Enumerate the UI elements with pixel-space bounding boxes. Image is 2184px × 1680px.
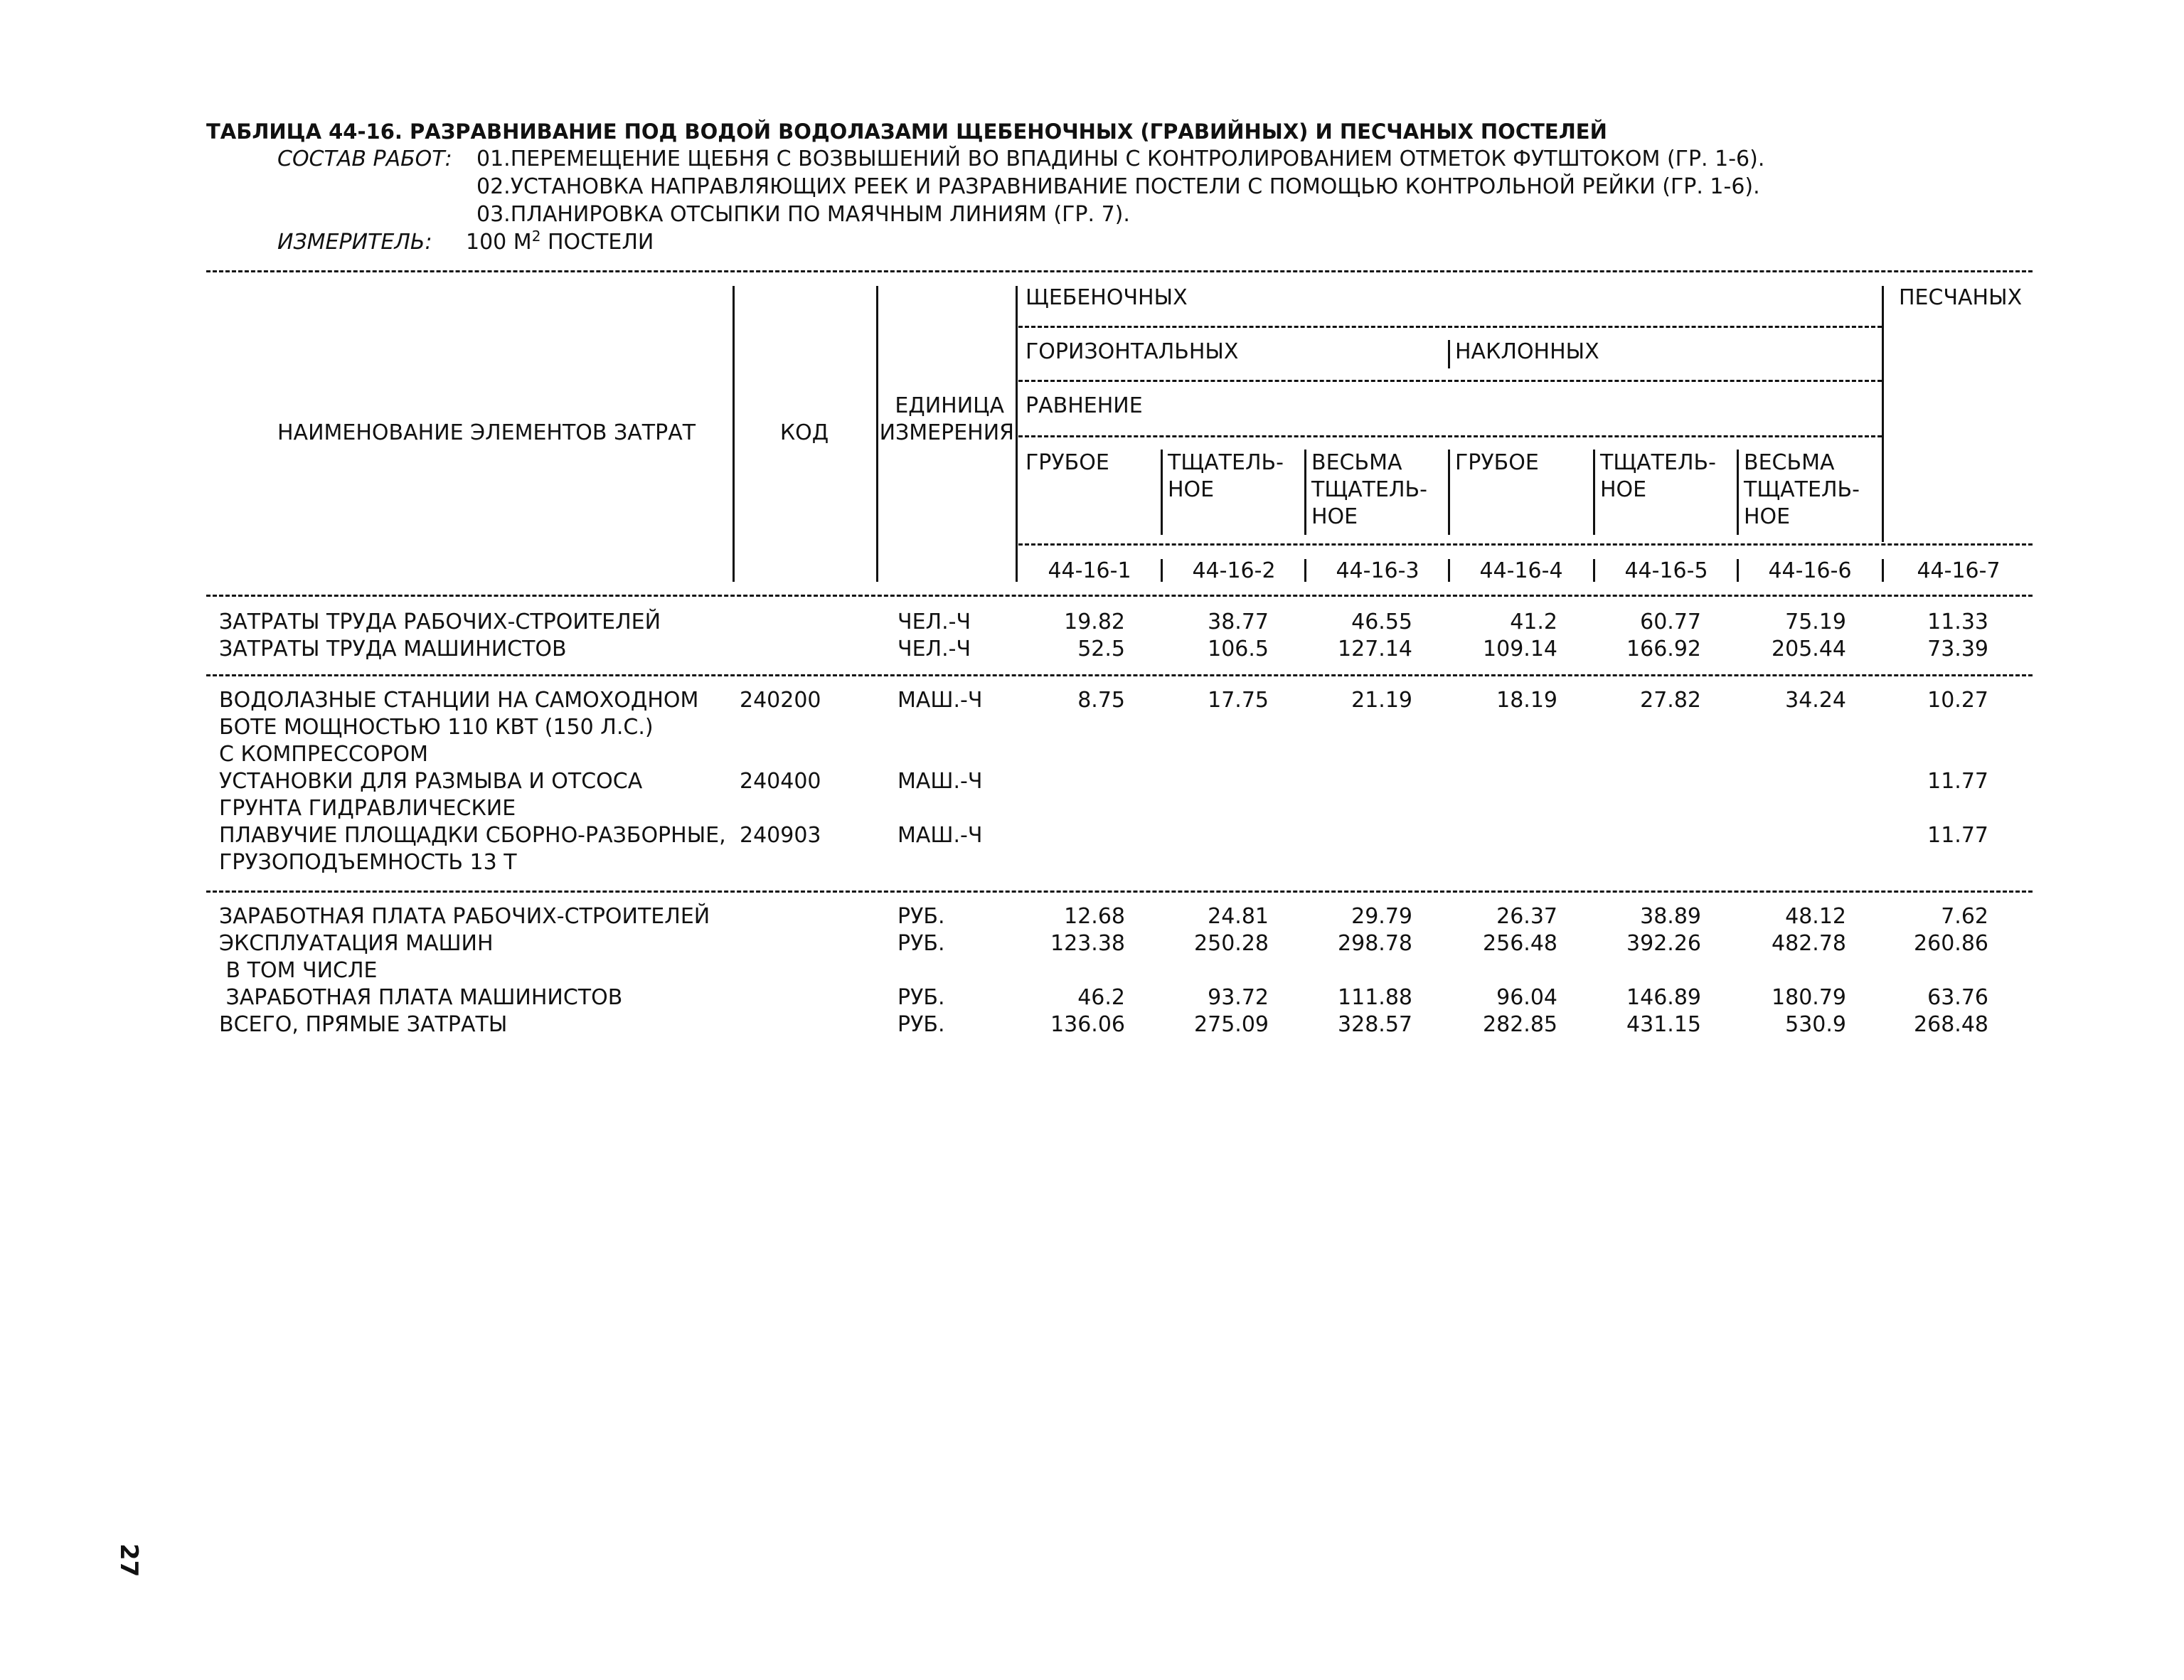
row-value: 268.48 <box>1914 1012 1988 1037</box>
header-divider <box>1882 559 1884 582</box>
column-code: 44-16-7 <box>1917 558 2001 583</box>
row-name: УСТАНОВКИ ДЛЯ РАЗМЫВА И ОТСОСА <box>219 769 643 794</box>
row-value: 530.9 <box>1785 1012 1846 1037</box>
row-name: ПЛАВУЧИЕ ПЛОЩАДКИ СБОРНО-РАЗБОРНЫЕ, <box>219 823 726 848</box>
row-value: 48.12 <box>1785 904 1846 929</box>
row-value: 10.27 <box>1927 688 1988 713</box>
row-unit: МАШ.-Ч <box>897 688 983 713</box>
column-code: 44-16-6 <box>1768 558 1852 583</box>
row-value: 93.72 <box>1208 985 1269 1010</box>
header-levelling: РАВНЕНИЕ <box>1026 393 1143 418</box>
row-name: ЗАРАБОТНАЯ ПЛАТА МАШИНИСТОВ <box>219 985 623 1010</box>
header-inclined: НАКЛОННЫХ <box>1455 339 1599 364</box>
subheader-rough-i: ГРУБОЕ <box>1455 450 1539 475</box>
header-divider <box>1016 286 1018 582</box>
row-value: 52.5 <box>1077 637 1125 661</box>
header-divider <box>1161 450 1163 535</box>
row-value: 26.37 <box>1496 904 1557 929</box>
row-unit: ЧЕЛ.-Ч <box>897 637 971 661</box>
subheader-very-careful-h-1: ВЕСЬМА <box>1311 450 1402 475</box>
header-rule <box>1018 435 1882 437</box>
column-code: 44-16-4 <box>1479 558 1563 583</box>
column-code: 44-16-1 <box>1048 558 1131 583</box>
row-name: ЗАТРАТЫ ТРУДА МАШИНИСТОВ <box>219 637 567 661</box>
header-unit-col-1: ЕДИНИЦА <box>895 393 1004 418</box>
row-value: 7.62 <box>1941 904 1988 929</box>
row-value: 109.14 <box>1483 637 1557 661</box>
row-value: 328.57 <box>1338 1012 1412 1037</box>
row-unit: ЧЕЛ.-Ч <box>897 610 971 634</box>
row-value: 166.92 <box>1626 637 1701 661</box>
row-name: ЭКСПЛУАТАЦИЯ МАШИН <box>219 931 494 956</box>
row-value: 205.44 <box>1772 637 1846 661</box>
row-value: 260.86 <box>1914 931 1988 956</box>
row-value: 431.15 <box>1626 1012 1701 1037</box>
row-value: 27.82 <box>1640 688 1701 713</box>
subheader-careful-i-2: НОЕ <box>1600 477 1647 502</box>
subheader-careful-h-1: ТЩАТЕЛЬ- <box>1168 450 1284 475</box>
row-value: 392.26 <box>1626 931 1701 956</box>
row-value: 250.28 <box>1194 931 1269 956</box>
header-divider <box>1304 450 1306 535</box>
subheader-very-careful-i-1: ВЕСЬМА <box>1744 450 1835 475</box>
row-code: 240400 <box>740 769 821 794</box>
row-unit: РУБ. <box>897 1012 945 1037</box>
header-divider <box>1448 450 1450 535</box>
table-top-rule <box>206 270 2033 272</box>
table-title: ТАБЛИЦА 44-16. РАЗРАВНИВАНИЕ ПОД ВОДОЙ ВОДОЛАЗАМИ ЩЕБЕНОЧНЫХ (ГРАВИЙНЫХ) И ПЕСЧАНЫХ ПОСТЕЛЕЙ <box>206 119 1607 144</box>
composition-item-1: 01.ПЕРЕМЕЩЕНИЕ ЩЕБНЯ С ВОЗВЫШЕНИЙ ВО ВПАДИНЫ С КОНТРОЛИРОВАНИЕМ ОТМЕТОК ФУТШТОКОМ (ГР. 1-6). <box>476 147 1765 171</box>
header-group-gravel: ЩЕБЕНОЧНЫХ <box>1026 285 1188 310</box>
header-name-col: НАИМЕНОВАНИЕ ЭЛЕМЕНТОВ ЗАТРАТ <box>277 420 696 445</box>
header-divider <box>1737 450 1739 535</box>
row-value: 19.82 <box>1064 610 1125 634</box>
row-value: 146.89 <box>1626 985 1701 1010</box>
row-value: 275.09 <box>1194 1012 1269 1037</box>
subheader-careful-h-2: НОЕ <box>1168 477 1215 502</box>
subheader-rough-h: ГРУБОЕ <box>1026 450 1109 475</box>
row-value: 38.89 <box>1640 904 1701 929</box>
row-value: 127.14 <box>1338 637 1412 661</box>
row-code: 240903 <box>740 823 821 848</box>
row-name: С КОМПРЕССОРОМ <box>219 742 428 767</box>
header-horizontal: ГОРИЗОНТАЛЬНЫХ <box>1026 339 1239 364</box>
row-value: 11.33 <box>1927 610 1988 634</box>
row-value: 75.19 <box>1785 610 1846 634</box>
header-unit-col-2: ИЗМЕРЕНИЯ <box>879 420 1014 445</box>
meter-value: 100 $М^2$ ПОСТЕЛИ <box>466 228 654 255</box>
row-name: В ТОМ ЧИСЛЕ <box>219 958 378 983</box>
row-value: 17.75 <box>1208 688 1269 713</box>
subheader-very-careful-h-3: НОЕ <box>1311 504 1358 529</box>
section-rule <box>206 674 2033 676</box>
row-value: 38.77 <box>1208 610 1269 634</box>
row-value: 18.19 <box>1496 688 1557 713</box>
row-name: ГРУЗОПОДЪЕМНОСТЬ 13 Т <box>219 850 517 875</box>
row-value: 11.77 <box>1927 823 1988 848</box>
subheader-careful-i-1: ТЩАТЕЛЬ- <box>1600 450 1716 475</box>
row-unit: МАШ.-Ч <box>897 823 983 848</box>
row-unit: МАШ.-Ч <box>897 769 983 794</box>
row-value: 29.79 <box>1351 904 1412 929</box>
row-value: 180.79 <box>1772 985 1846 1010</box>
subheader-very-careful-i-3: НОЕ <box>1744 504 1791 529</box>
section-rule <box>206 890 2033 893</box>
row-value: 41.2 <box>1510 610 1557 634</box>
row-value: 46.55 <box>1351 610 1412 634</box>
header-divider <box>1882 286 1884 542</box>
subheader-very-careful-i-2: ТЩАТЕЛЬ- <box>1744 477 1860 502</box>
composition-item-3: 03.ПЛАНИРОВКА ОТСЫПКИ ПО МАЯЧНЫМ ЛИНИЯМ (ГР. 7). <box>476 202 1130 227</box>
row-value: 21.19 <box>1351 688 1412 713</box>
page-number: 27 <box>114 1543 143 1578</box>
header-code-col: КОД <box>779 420 829 445</box>
subheader-very-careful-h-2: ТЩАТЕЛЬ- <box>1311 477 1427 502</box>
row-value: 106.5 <box>1208 637 1269 661</box>
header-rule <box>1018 543 2033 546</box>
row-name: ВСЕГО, ПРЯМЫЕ ЗАТРАТЫ <box>219 1012 508 1037</box>
composition-label: СОСТАВ РАБОТ: <box>277 147 452 171</box>
composition-item-2: 02.УСТАНОВКА НАПРАВЛЯЮЩИХ РЕЕК И РАЗРАВНИВАНИЕ ПОСТЕЛИ С ПОМОЩЬЮ КОНТРОЛЬНОЙ РЕЙКИ (ГР. 1-6). <box>476 174 1760 199</box>
header-group-sand: ПЕСЧАНЫХ <box>1899 285 2023 310</box>
row-unit: РУБ. <box>897 904 945 929</box>
row-value: 34.24 <box>1785 688 1846 713</box>
row-value: 24.81 <box>1208 904 1269 929</box>
row-name: ЗАТРАТЫ ТРУДА РАБОЧИХ-СТРОИТЕЛЕЙ <box>219 610 661 634</box>
meter-label: ИЗМЕРИТЕЛЬ: <box>277 230 432 255</box>
header-divider <box>1593 450 1595 535</box>
row-value: 136.06 <box>1050 1012 1125 1037</box>
row-value: 11.77 <box>1927 769 1988 794</box>
header-rule <box>1018 380 1882 382</box>
row-value: 96.04 <box>1496 985 1557 1010</box>
column-code: 44-16-2 <box>1192 558 1276 583</box>
header-rule <box>1018 326 1882 328</box>
row-code: 240200 <box>740 688 821 713</box>
row-value: 12.68 <box>1064 904 1125 929</box>
column-code: 44-16-5 <box>1624 558 1708 583</box>
row-unit: РУБ. <box>897 985 945 1010</box>
row-value: 111.88 <box>1338 985 1412 1010</box>
column-code: 44-16-3 <box>1336 558 1419 583</box>
row-value: 63.76 <box>1927 985 1988 1010</box>
row-name: ЗАРАБОТНАЯ ПЛАТА РАБОЧИХ-СТРОИТЕЛЕЙ <box>219 904 710 929</box>
row-value: 123.38 <box>1050 931 1125 956</box>
row-value: 298.78 <box>1338 931 1412 956</box>
row-value: 60.77 <box>1640 610 1701 634</box>
row-value: 256.48 <box>1483 931 1557 956</box>
row-value: 46.2 <box>1077 985 1125 1010</box>
row-name: ВОДОЛАЗНЫЕ СТАНЦИИ НА САМОХОДНОМ <box>219 688 699 713</box>
row-name: ГРУНТА ГИДРАВЛИЧЕСКИЕ <box>219 796 516 821</box>
row-value: 8.75 <box>1077 688 1125 713</box>
row-unit: РУБ. <box>897 931 945 956</box>
row-value: 482.78 <box>1772 931 1846 956</box>
header-bottom-rule <box>206 595 2033 597</box>
row-name: БОТЕ МОЩНОСТЬЮ 110 КВТ (150 Л.С.) <box>219 715 654 740</box>
row-value: 73.39 <box>1927 637 1988 661</box>
header-divider <box>1448 340 1450 368</box>
row-value: 282.85 <box>1483 1012 1557 1037</box>
